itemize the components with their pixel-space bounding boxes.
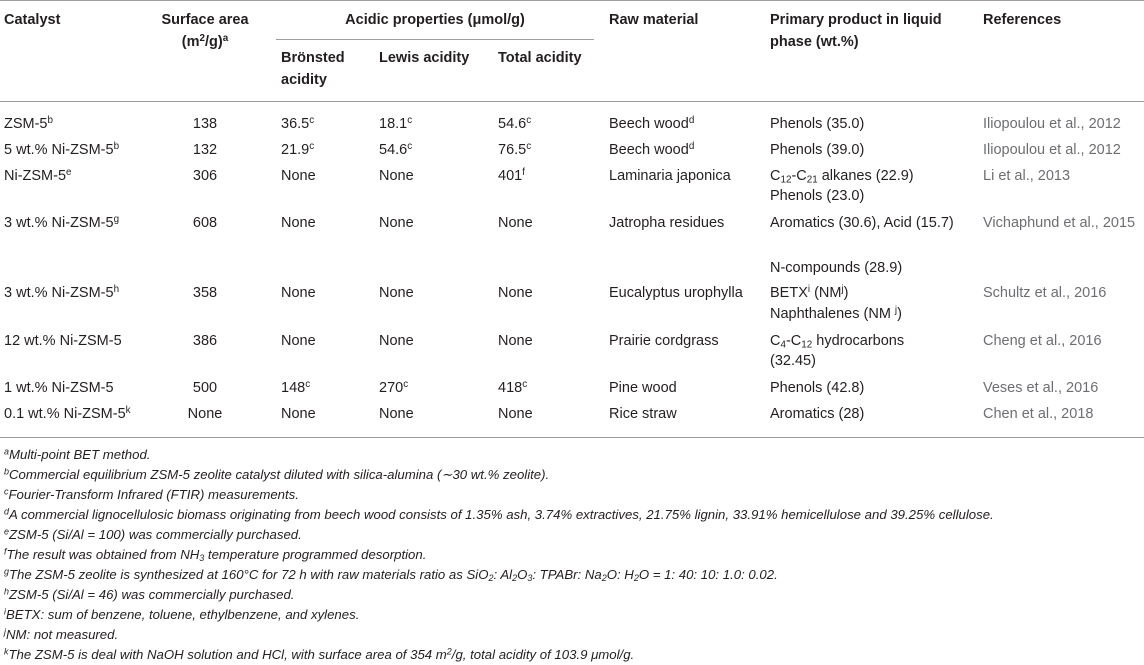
cell-raw-material: Beech wood$^d$: [609, 141, 695, 158]
cell-product: Aromatics (28): [770, 406, 865, 422]
footnote-b: $^b$Commercial equilibrium ZSM-5 zeolite catalyst diluted with silica-alumina (∼30 wt.% zeolite).: [4, 466, 550, 482]
cell-bronsted: None: [281, 215, 316, 231]
cell-lewis: 54.6$^c$: [379, 141, 413, 158]
cell-reference[interactable]: Schultz et al., 2016: [983, 285, 1107, 301]
cell-total: 418$^c$: [498, 379, 528, 396]
footnote-e: $^e$ZSM-5 (Si/Al = 100) was commercially purchased.: [4, 526, 302, 542]
cell-total: None: [498, 406, 533, 422]
cell-reference[interactable]: Cheng et al., 2016: [983, 333, 1102, 349]
cell-raw-material: Eucalyptus urophylla: [609, 285, 743, 301]
cell-total: 54.6$^c$: [498, 115, 532, 132]
footnote-j: $^j$NM: not measured.: [4, 626, 119, 642]
cell-bronsted: 36.5$^c$: [281, 115, 315, 132]
cell-raw-material: Prairie cordgrass: [609, 333, 719, 349]
cell-catalyst: 0.1 wt.% Ni-ZSM-5$^k$: [4, 405, 131, 422]
cell-product: Phenols (42.8): [770, 380, 865, 396]
cell-product-line2: Phenols (23.0): [770, 188, 865, 204]
cell-catalyst: ZSM-5$^b$: [4, 115, 53, 132]
cell-total: 76.5$^c$: [498, 141, 532, 158]
cell-reference[interactable]: Iliopoulou et al., 2012: [983, 116, 1121, 132]
cell-bronsted: None: [281, 168, 316, 184]
cell-surface-area: 500: [192, 380, 218, 396]
cell-lewis: 270$^c$: [379, 379, 409, 396]
cell-surface-area: 306: [192, 168, 218, 184]
cell-bronsted: 21.9$^c$: [281, 141, 315, 158]
footnote-k: $^k$The ZSM-5 is deal with NaOH solution and HCl, with surface area of 354 $m^2/g$, total acidity of 103.9 μmol/g.: [4, 646, 635, 662]
table-top-rule: [0, 0, 1144, 1]
cell-surface-area: 358: [192, 285, 218, 301]
col-header-references: References: [983, 12, 1062, 28]
cell-catalyst: 3 wt.% Ni-ZSM-5$^g$: [4, 214, 120, 231]
col-header-bronsted: Brönsted: [281, 50, 345, 66]
cell-raw-material: Beech wood$^d$: [609, 115, 695, 132]
col-header-lewis: Lewis acidity: [379, 50, 470, 66]
cell-total: None: [498, 333, 533, 349]
col-header-total: Total acidity: [498, 50, 582, 66]
cell-surface-area: 138: [192, 116, 218, 132]
cell-product: Aromatics (30.6), Acid (15.7): [770, 215, 954, 231]
cell-product: $C_4-C_{12}$ hydrocarbons: [770, 333, 905, 351]
footnote-f: $^f$The result was obtained from $NH_3$ temperature programmed desorption.: [4, 546, 427, 564]
cell-raw-material: Pine wood: [609, 380, 677, 396]
cell-product-line2: BETX$^i$ $(NM^j)$: [770, 284, 849, 301]
cell-reference[interactable]: Chen et al., 2018: [983, 406, 1094, 422]
cell-total: None: [498, 215, 533, 231]
cell-bronsted: None: [281, 406, 316, 422]
cell-reference[interactable]: Iliopoulou et al., 2012: [983, 142, 1121, 158]
col-header-bronsted-2: acidity: [281, 72, 327, 88]
col-header-catalyst: Catalyst: [4, 12, 61, 28]
cell-catalyst: 5 wt.% Ni-ZSM-5$^b$: [4, 141, 120, 158]
col-header-surface-unit: $(m^2/g)^a$: [181, 33, 229, 50]
cell-total: None: [498, 285, 533, 301]
cell-product-line3: Naphthalenes (NM $^j$): [770, 305, 902, 322]
cell-lewis: None: [379, 333, 414, 349]
cell-bronsted: 148$^c$: [281, 379, 311, 396]
cell-bronsted: None: [281, 333, 316, 349]
cell-surface-area: 608: [192, 215, 218, 231]
cell-catalyst: 1 wt.% Ni-ZSM-5: [4, 380, 114, 396]
cell-bronsted: None: [281, 285, 316, 301]
cell-catalyst: Ni-ZSM-5e: [4, 167, 72, 184]
cell-lewis: None: [379, 168, 414, 184]
cell-raw-material: Laminaria japonica: [609, 168, 731, 184]
cell-surface-area: 132: [192, 142, 218, 158]
footnote-h: $^h$ZSM-5 (Si/Al = 46) was commercially purchased.: [4, 586, 295, 602]
cell-product: $C_{12}-C_{21}$ alkanes (22.9): [770, 168, 914, 186]
col-header-product: Primary product in liquid: [770, 12, 942, 28]
cell-product: Phenols (39.0): [770, 142, 865, 158]
cell-raw-material: Rice straw: [609, 406, 677, 422]
cell-raw-material: Jatropha residues: [609, 215, 725, 231]
cell-total: 401$^f$: [498, 167, 525, 184]
cell-surface-area: None: [187, 406, 223, 422]
table-bottom-rule: [0, 437, 1144, 438]
cell-product-line2: (32.45): [770, 353, 816, 369]
cell-lewis: None: [379, 285, 414, 301]
cell-catalyst: 12 wt.% Ni-ZSM-5: [4, 333, 122, 349]
col-header-surface-area: Surface area: [161, 12, 249, 28]
cell-lewis: 18.1$^c$: [379, 115, 413, 132]
footnote-a: $^a$Multi-point BET method.: [4, 446, 151, 462]
cell-catalyst: 3 wt.% Ni-ZSM-5$^h$: [4, 284, 120, 301]
footnote-c: $^c$Fourier-Transform Infrared (FTIR) measurements.: [4, 486, 299, 502]
cell-surface-area: 386: [192, 333, 218, 349]
footnote-d: $^d$A commercial lignocellulosic biomass originating from beech wood consists of 1.35% ash, 3.74% extractives, 21.75% lignin, 33.91% hemicellulose and 39.25% cellulose.: [4, 506, 994, 522]
footnote-i: $^i$BETX: sum of benzene, toluene, ethylbenzene, and xylenes.: [4, 606, 360, 622]
col-header-raw-material: Raw material: [609, 12, 699, 28]
cell-lewis: None: [379, 215, 414, 231]
col-header-product-2: phase (wt.%): [770, 34, 859, 50]
acidic-span-rule: [276, 39, 594, 40]
cell-product: N-compounds (28.9): [770, 260, 903, 276]
cell-reference[interactable]: Veses et al., 2016: [983, 380, 1099, 396]
footnote-g: $^g$The ZSM-5 zeolite is synthesized at 160°C for 72 h with raw materials ratio as SiO$_2$: $Al_2O_3$: TPABr: $Na_2O$: $H_2O = 1$: 40: 10: 1.0: 0.02.: [4, 566, 778, 584]
cell-lewis: None: [379, 406, 414, 422]
cell-product: Phenols (35.0): [770, 116, 865, 132]
cell-reference[interactable]: Vichaphund et al., 2015: [983, 215, 1136, 231]
header-bottom-rule: [0, 101, 1144, 102]
col-header-acidic-properties: Acidic properties (μmol/g): [345, 12, 525, 28]
cell-reference[interactable]: Li et al., 2013: [983, 168, 1071, 184]
